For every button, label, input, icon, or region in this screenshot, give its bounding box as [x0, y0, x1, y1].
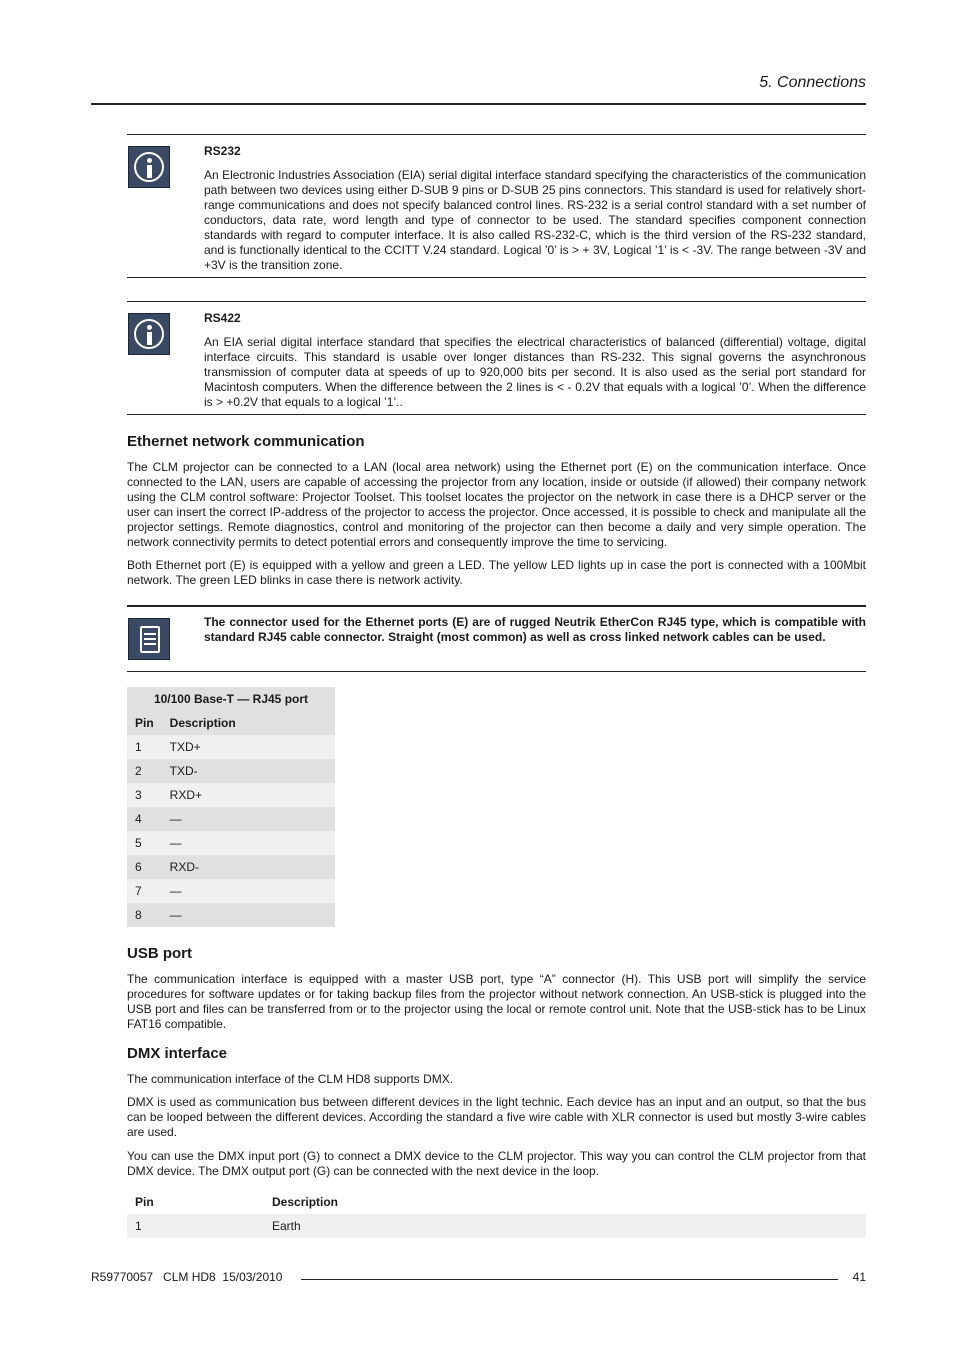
- footer-rule: [301, 1279, 838, 1280]
- column-header-description: Description: [264, 1190, 866, 1214]
- page-number: 41: [852, 1270, 866, 1284]
- table-row: 3 RXD+: [127, 783, 335, 807]
- info-icon: [128, 313, 170, 355]
- note-text: The connector used for the Ethernet ports (E) are of rugged Neutrik EtherCon RJ45 type, which is compatible with standard RJ45 cable connector. Straight (most common) as well as cross linked network cables can be used.: [204, 615, 866, 644]
- dmx-paragraph-1: The communication interface of the CLM HD8 supports DMX.: [127, 1072, 454, 1086]
- note-ethernet-connector: [127, 605, 866, 672]
- note-text: An EIA serial digital interface standard that specifies the electrical characteristics of balanced (differential) voltage, digital interface circuits. This standard is usable over longer distances than RS-232. This signal governs the asynchronous transmission of computer data at speeds of up to 920,000 bits per second. It is also used as the serial port standard for Macintosh computers. When the difference between the 2 lines is < - 0.2V that equals with a logical ’0’. When the difference is > +0.2V that equals to a logical ’1’..: [204, 335, 866, 409]
- note-title: RS422: [204, 311, 241, 325]
- usb-paragraph: The communication interface is equipped with a master USB port, type “A” connector (H). This USB port will simplify the service procedures for software updates or for taking backup files from the projector without network connection. An USB-stick is plugged into the USB port and files can be transferred from or to the projector using the local or remote control unit. Note that the USB-stick has to be Linux FAT16 compatible.: [127, 972, 866, 1031]
- table-row: 6 RXD-: [127, 855, 335, 879]
- rj45-pin-table: [127, 687, 335, 927]
- table-row: 1 TXD+: [127, 735, 335, 759]
- table-row: 2 TXD-: [127, 759, 335, 783]
- column-header-description: Description: [162, 711, 335, 735]
- table-caption: 10/100 Base-T — RJ45 port: [127, 687, 335, 711]
- table-row: 1 Earth: [127, 1214, 866, 1238]
- table-row: 8 —: [127, 903, 335, 927]
- heading-ethernet: Ethernet network communication: [127, 433, 365, 450]
- document-icon: [128, 618, 170, 660]
- table-row: 7 —: [127, 879, 335, 903]
- ethernet-paragraph-1: The CLM projector can be connected to a LAN (local area network) using the Ethernet port (E) on the communication interface. Once connected to the LAN, users are capable of accessing the projector from any location, inside or outside (if allowed) their company network using the CLM control software: Projector Toolset. This toolset locates the projector on the network in case there is a DHCP server or the user can insert the correct IP-address of the projector to access the projector. Once accessed, it is possible to check and manipulate all the projector settings. Remote diagnostics, control and monitoring of the projector can then become a daily and very simple operation. The network connectivity permits to detect potential errors and consequently improve the time to servicing.: [127, 460, 866, 549]
- note-text: An Electronic Industries Association (EIA) serial digital interface standard specifying the characteristics of the communication path between two devices using either D-SUB 9 pins or D-SUB 25 pins connectors. This standard is used for relatively short-range communications and does not specify balanced control lines. RS-232 is a serial control standard with a set number of conductors, data rate, word length and type of connector to be used. The standard specifies component connection standards with regard to computer interface. It is also called RS-232-C, which is the third version of the RS-232 standard, and is functionally identical to the CCITT V.24 standard. Logical ’0’ is > + 3V, Logical ’1’ is < -3V. The range between -3V and +3V is the transition zone.: [204, 168, 866, 272]
- heading-dmx: DMX interface: [127, 1045, 228, 1062]
- heading-usb: USB port: [127, 945, 192, 962]
- ethernet-paragraph-2: Both Ethernet port (E) is equipped with a yellow and green a LED. The yellow LED lights up in case the port is connected with a 100Mbit network. The green LED blinks in case there is network activity.: [127, 558, 866, 587]
- column-header-pin: Pin: [127, 711, 162, 735]
- dmx-pin-table: [127, 1190, 866, 1238]
- info-icon: [128, 146, 170, 188]
- note-title: RS232: [204, 144, 241, 158]
- footer-doc-info: R59770057 CLM HD8 15/03/2010: [91, 1270, 283, 1284]
- header-rule: [91, 103, 866, 105]
- column-header-pin: Pin: [127, 1190, 264, 1214]
- table-row: 5 —: [127, 831, 335, 855]
- dmx-paragraph-3: You can use the DMX input port (G) to connect a DMX device to the CLM projector. This way you can control the CLM projector from that DMX device. The DMX output port (G) can be connected with the next device in the loop.: [127, 1149, 866, 1178]
- dmx-paragraph-2: DMX is used as communication bus between different devices in the light technic. Each device has an input and an output, so that the bus can be looped between the different devices. According the standard a five wire cable with XLR connector is used but mostly 3-wire cables are used.: [127, 1095, 866, 1139]
- note-rs232: [127, 134, 866, 278]
- section-title: 5. Connections: [759, 74, 866, 91]
- note-rs422: [127, 301, 866, 415]
- table-row: 4 —: [127, 807, 335, 831]
